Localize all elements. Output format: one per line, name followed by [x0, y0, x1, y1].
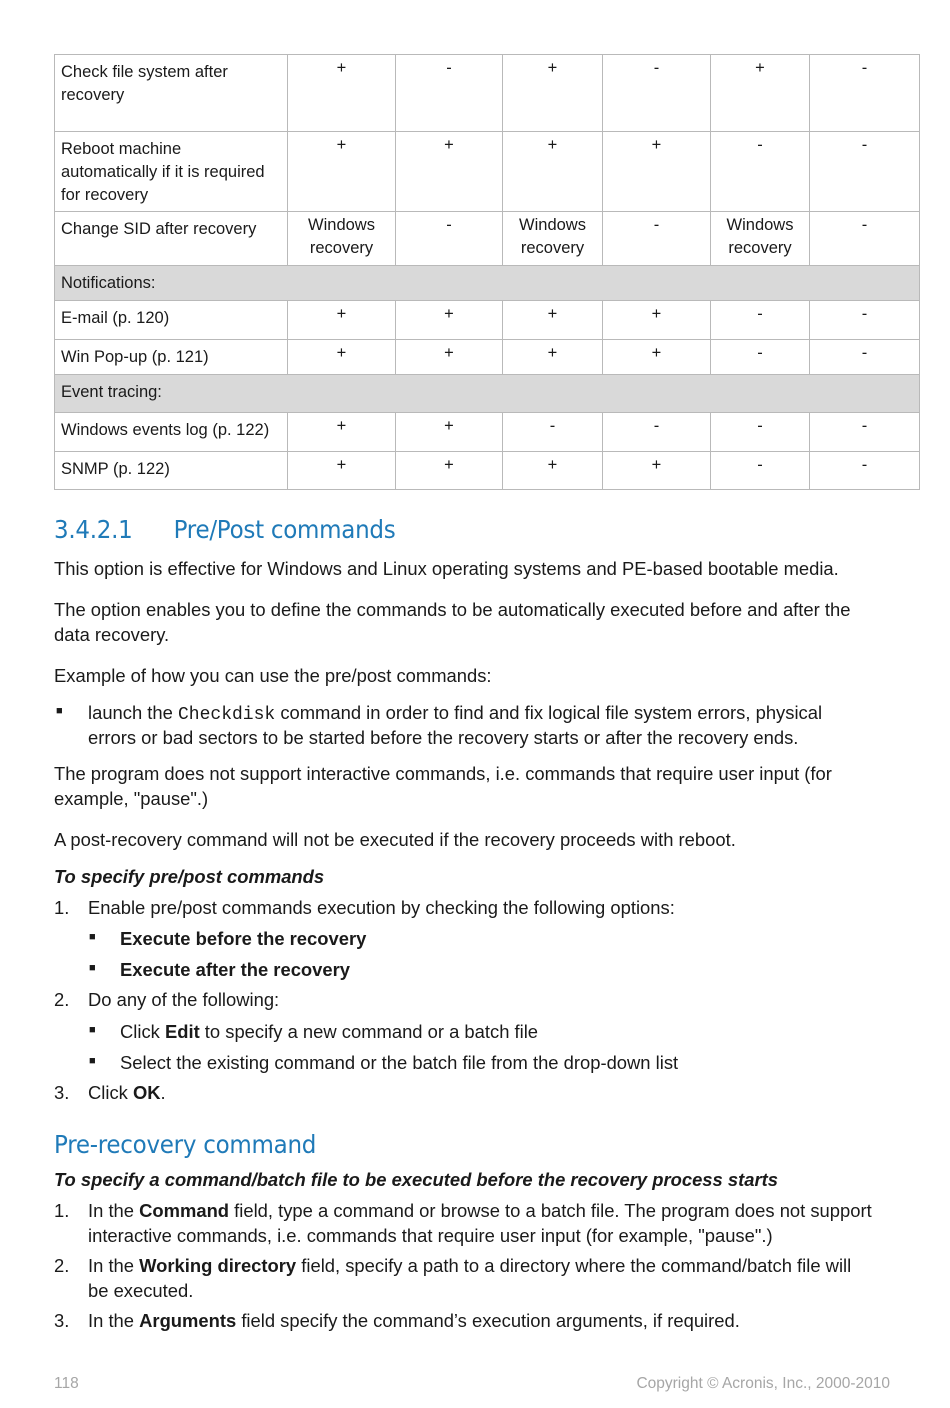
table-cell: + [288, 55, 396, 132]
table-cell: + [603, 340, 711, 375]
row-label: SNMP (p. 122) [55, 452, 288, 490]
table-cell: - [711, 301, 810, 340]
table-row [55, 413, 920, 452]
row-label: E-mail (p. 120) [55, 301, 288, 340]
step-text [88, 1080, 166, 1105]
bold-text: Execute before the recovery [120, 928, 367, 949]
table-cell: + [396, 301, 503, 340]
step-text-continuation: be executed. [88, 1280, 194, 1301]
table-row [55, 301, 920, 340]
table-cell: - [810, 55, 920, 132]
table-cell: - [396, 55, 503, 132]
table-cell: - [810, 212, 920, 266]
text: command in order to find and fix logical file system errors, physical [275, 702, 823, 723]
bold-text: OK [132, 1082, 161, 1103]
row-label: Reboot machine automatically if it is required for recovery [55, 132, 288, 212]
table-cell: + [503, 340, 603, 375]
table-cell: + [503, 132, 603, 212]
table-cell: - [810, 413, 920, 452]
table-row [55, 132, 920, 212]
step-number: 2. [54, 1255, 70, 1276]
option-name [120, 926, 366, 951]
table-cell: - [603, 212, 711, 266]
options-table [54, 54, 920, 490]
table-cell: + [288, 301, 396, 340]
table-row [55, 55, 920, 132]
table-cell: + [603, 452, 711, 490]
step-text: Enable pre/post commands execution by checking the following options: [88, 897, 675, 918]
table-row [55, 452, 920, 490]
table-cell: - [711, 340, 810, 375]
bullet-item-continuation: errors or bad sectors to be started before the recovery starts or after the recovery ends. [88, 727, 799, 748]
table-section-row [55, 266, 920, 301]
code-text: Checkdisk [177, 705, 276, 725]
text: In the [88, 1310, 140, 1331]
table-cell: + [603, 132, 711, 212]
procedure-heading: To specify a command/batch file to be executed before the recovery process starts [54, 1169, 778, 1190]
option-name [120, 957, 350, 982]
section-heading [54, 515, 395, 544]
bullet-square-icon: ■ [89, 1024, 96, 1036]
table-cell: - [810, 340, 920, 375]
table-cell: - [711, 452, 810, 490]
text: launch the [88, 702, 178, 723]
text: . [160, 1082, 166, 1103]
step-number: 3. [54, 1082, 70, 1103]
step-number: 1. [54, 1200, 70, 1221]
copyright-notice: Copyright © Acronis, Inc., 2000-2010 [636, 1375, 890, 1392]
procedure-heading: To specify pre/post commands [54, 866, 325, 887]
table-cell: + [396, 452, 503, 490]
text: field, type a command or browse to a batch file. The program does not support [229, 1200, 872, 1221]
table-cell: + [503, 452, 603, 490]
page-content [54, 54, 920, 490]
paragraph: The program does not support interactive commands, i.e. commands that require user input (for [54, 763, 832, 784]
table-cell: - [810, 452, 920, 490]
bold-text: Execute after the recovery [120, 959, 350, 980]
table-cell: Windows recovery [711, 212, 810, 266]
table-cell: + [288, 340, 396, 375]
bold-text: Command [139, 1200, 230, 1221]
text: field, specify a path to a directory where the command/batch file will [296, 1255, 852, 1276]
section-number: 3.4.2.1 [54, 515, 133, 544]
paragraph: data recovery. [54, 624, 170, 645]
step-text [88, 1308, 740, 1333]
paragraph: This option is effective for Windows and Linux operating systems and PE-based bootable media. [54, 558, 839, 579]
table-cell: + [503, 301, 603, 340]
table-cell: + [711, 55, 810, 132]
section-label: Notifications: [55, 266, 920, 301]
table-cell: + [396, 132, 503, 212]
step-number: 2. [54, 989, 70, 1010]
row-label: Check file system after recovery [55, 55, 288, 132]
table-cell: + [288, 413, 396, 452]
bullet-square-icon: ■ [56, 705, 63, 717]
row-label: Windows events log (p. 122) [55, 413, 288, 452]
text: to specify a new command or a batch file [199, 1021, 539, 1042]
table-cell: + [396, 413, 503, 452]
step-text-continuation: interactive commands, i.e. commands that require user input (for example, "pause".) [88, 1225, 773, 1246]
text: In the [88, 1255, 140, 1276]
text: In the [88, 1200, 140, 1221]
table-cell: Windows recovery [288, 212, 396, 266]
table-cell: - [603, 55, 711, 132]
sub-item [120, 1019, 538, 1044]
table-cell: + [288, 452, 396, 490]
subsection-heading: Pre-recovery command [54, 1130, 317, 1159]
text: field specify the command’s execution arguments, if required. [236, 1310, 740, 1331]
bullet-item [88, 700, 822, 728]
table-row [55, 340, 920, 375]
table-row [55, 212, 920, 266]
text: Click [120, 1021, 165, 1042]
bold-text: Working directory [139, 1255, 297, 1276]
section-label: Event tracing: [55, 375, 920, 413]
bullet-square-icon: ■ [89, 931, 96, 943]
table-cell: + [396, 340, 503, 375]
row-label: Change SID after recovery [55, 212, 288, 266]
step-number: 3. [54, 1310, 70, 1331]
paragraph: The option enables you to define the commands to be automatically executed before and after the [54, 599, 851, 620]
paragraph: example, "pause".) [54, 788, 209, 809]
table-cell: + [503, 55, 603, 132]
bullet-square-icon: ■ [89, 1055, 96, 1067]
paragraph: A post-recovery command will not be executed if the recovery proceeds with reboot. [54, 829, 736, 850]
table-cell: + [288, 132, 396, 212]
step-text [88, 1198, 872, 1223]
step-number: 1. [54, 897, 70, 918]
bullet-square-icon: ■ [89, 962, 96, 974]
step-text [88, 1253, 851, 1278]
table-cell: + [603, 301, 711, 340]
bold-text: Arguments [139, 1310, 237, 1331]
bold-text: Edit [164, 1021, 200, 1042]
section-title: Pre/Post commands [173, 515, 396, 544]
table-cell: - [810, 301, 920, 340]
table-cell: - [711, 413, 810, 452]
table-cell: - [503, 413, 603, 452]
page-number: 118 [54, 1375, 79, 1392]
table-cell: - [810, 132, 920, 212]
paragraph: Example of how you can use the pre/post commands: [54, 665, 492, 686]
row-label: Win Pop-up (p. 121) [55, 340, 288, 375]
table-cell: - [603, 413, 711, 452]
table-cell: - [711, 132, 810, 212]
table-section-row [55, 375, 920, 413]
table-cell: Windows recovery [503, 212, 603, 266]
sub-item: Select the existing command or the batch file from the drop-down list [120, 1052, 679, 1073]
step-text: Do any of the following: [88, 989, 280, 1010]
text: Click [88, 1082, 133, 1103]
table-cell: - [396, 212, 503, 266]
